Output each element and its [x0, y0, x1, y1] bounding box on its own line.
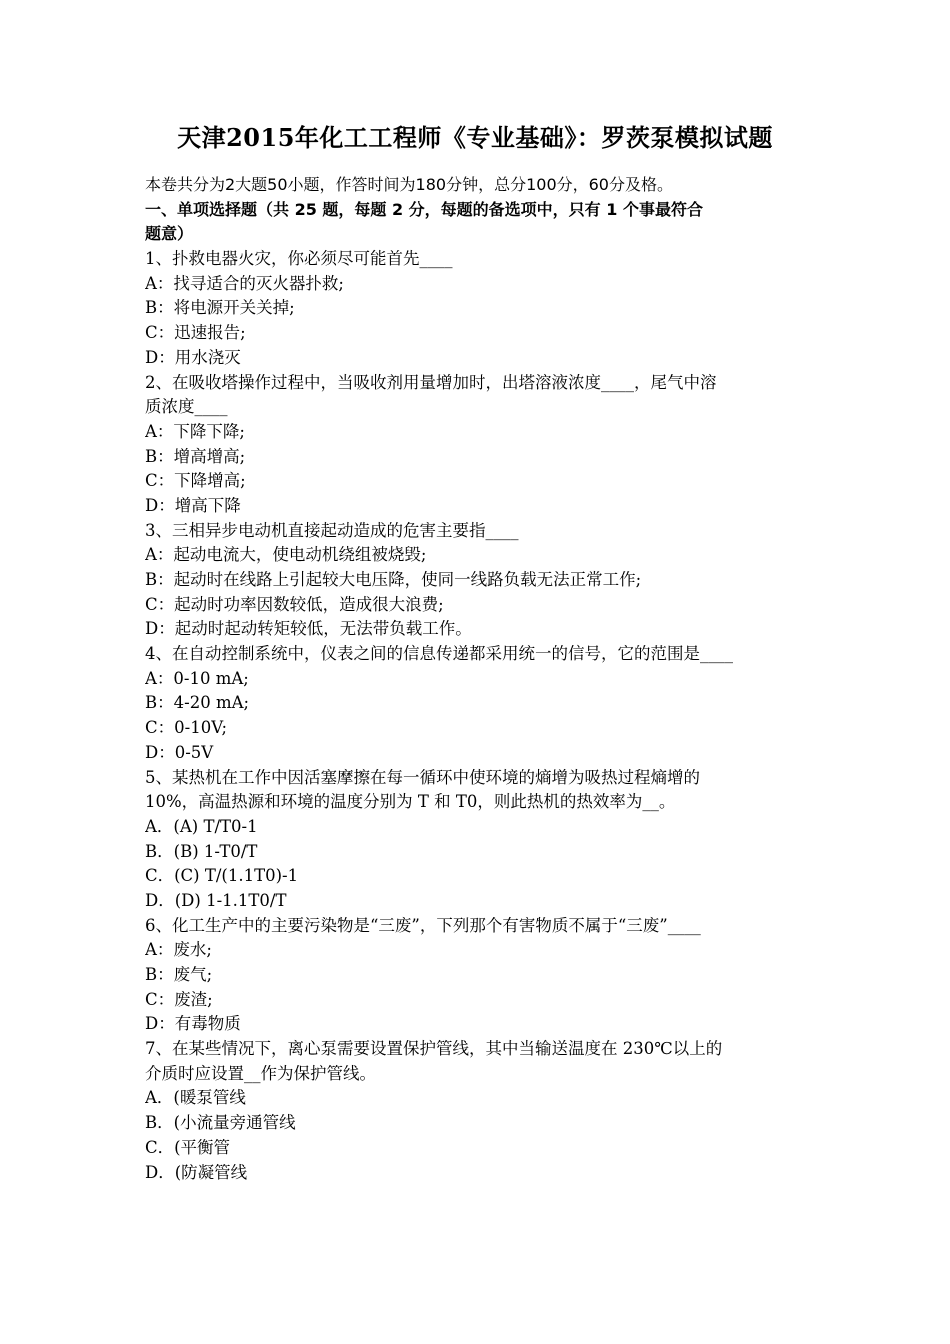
section-heading-line-2: 题意） [145, 224, 194, 244]
answer-option: B：4-20 mA; [145, 693, 250, 713]
answer-option: D：起动时起动转矩较低，无法带负载工作。 [145, 619, 472, 639]
question-stem: 2、在吸收塔操作过程中，当吸收剂用量增加时，出塔溶液浓度____，尾气中溶 [145, 372, 717, 392]
answer-option: C：迅速报告; [145, 323, 246, 343]
answer-option: D：0-5V [145, 742, 214, 762]
question-stem: 5、某热机在工作中因活塞摩擦在每一循环中使环境的熵增为吸热过程熵增的 [145, 767, 700, 787]
answer-option: B：将电源开关关掉; [145, 298, 295, 318]
answer-option: D．(防凝管线 [145, 1162, 248, 1182]
question-block [145, 371, 815, 519]
answer-option: C：0-10V; [145, 718, 228, 738]
answer-option: D：用水浇灭 [145, 347, 241, 367]
answer-option: D：有毒物质 [145, 1014, 241, 1034]
question-stem: 1、扑救电器火灾，你必须尽可能首先____ [145, 249, 453, 269]
question-block [145, 914, 815, 1037]
answer-option: B：增高增高; [145, 446, 246, 466]
answer-option: A：找寻适合的灭火器扑救; [145, 273, 344, 293]
question-block [145, 642, 815, 765]
answer-option: B．(小流量旁通管线 [145, 1113, 296, 1133]
answer-option: B．(B) 1-T0/T [145, 841, 258, 861]
document-title: 天津2015年化工工程师《专业基础》：罗茨泵模拟试题 [177, 123, 773, 152]
answer-option: A：0-10 mA; [145, 668, 249, 688]
question-stem: 7、在某些情况下，离心泵需要设置保护管线，其中当输送温度在 230℃以上的 [145, 1039, 723, 1059]
answer-option: B：废气; [145, 965, 213, 984]
answer-option: A：废水; [145, 940, 212, 960]
answer-option: A：起动电流大，使电动机绕组被烧毁; [145, 545, 427, 565]
answer-option: C．(平衡管 [145, 1137, 231, 1157]
question-stem: 10%，高温热源和环境的温度分别为 T 和 T0，则此热机的热效率为__。 [145, 792, 676, 812]
question-block [145, 766, 815, 914]
answer-option: A．(暖泵管线 [145, 1088, 246, 1108]
answer-option: D：增高下降 [145, 495, 241, 515]
answer-option: C：废渣; [145, 989, 213, 1009]
answer-option: C．(C) T/(1.1T0)-1 [145, 866, 299, 886]
question-stem: 3、三相异步电动机直接起动造成的危害主要指____ [145, 520, 519, 540]
answer-option: A．(A) T/T0-1 [145, 816, 258, 836]
question-stem: 介质时应设置__作为保护管线。 [145, 1063, 376, 1083]
answer-option: D．(D) 1-1.1T0/T [145, 890, 287, 910]
question-stem: 质浓度____ [145, 397, 228, 417]
exam-intro: 本卷共分为2大题50小题，作答时间为180分钟，总分100分，60分及格。 [145, 175, 673, 194]
question-stem: 6、化工生产中的主要污染物是“三废”，下列那个有害物质不属于“三废”____ [145, 915, 701, 935]
section-heading-line-1: 一、单项选择题（共 25 题，每题 2 分，每题的备选项中，只有 1 个事最符合 [145, 199, 703, 219]
question-block [145, 519, 815, 642]
question-list [145, 247, 815, 1185]
answer-option: C：下降增高; [145, 471, 246, 491]
document-body [145, 173, 815, 1185]
question-block [145, 247, 815, 370]
answer-option: A：下降下降; [145, 421, 245, 441]
question-block [145, 1037, 815, 1185]
answer-option: C：起动时功率因数较低，造成很大浪费; [145, 594, 444, 614]
question-stem: 4、在自动控制系统中，仪表之间的信息传递都采用统一的信号，它的范围是____ [145, 644, 733, 664]
answer-option: B：起动时在线路上引起较大电压降，使同一线路负载无法正常工作; [145, 570, 642, 589]
